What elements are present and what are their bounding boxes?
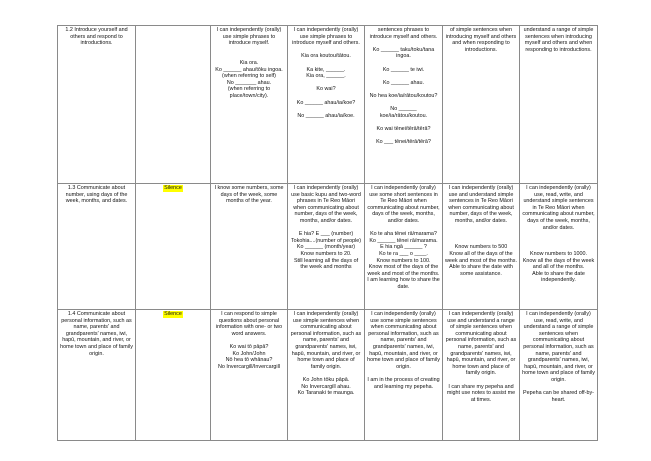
cell-text-line: Ko John/John [232, 350, 266, 357]
outcome-text: 1.2 Introduce yourself and others and respond to introductions. [65, 27, 130, 47]
level-cell [443, 310, 520, 441]
cell-text-line [290, 370, 362, 377]
cell-text-line: I am learning how to share the date. [367, 277, 442, 290]
cell-text-line: Ko John tōku pāpā. [302, 376, 350, 383]
cell-text-line: I can independently (orally) use some simple sentences when communicating about personal information, such as name, parents' and grandparents' names, iwi, hapū, mountain, and river, or home town and place of family origin. [367, 311, 442, 370]
level-cell [211, 310, 288, 441]
tag-cell [136, 26, 211, 184]
cell-text-line: No ______ ahau/ia/koe. [297, 112, 355, 119]
cell-text-line [445, 231, 517, 238]
cell-text-line: I can independently (orally) use simple sentences when communicating about personal information, such as name, parents' and grandparents' names, iwi, hapū, mountain, and river, or home town and place of family origin. [290, 311, 363, 370]
cell-text-line: Ko te aha tēnei rā/marama? [370, 231, 437, 238]
cell-text-line: E hia ngā ______ ? [380, 244, 427, 251]
cell-text-line [522, 231, 595, 238]
cell-text-line: No Invercargill/Invercargill [217, 363, 280, 370]
level-cell [365, 184, 443, 310]
level-cell [365, 310, 443, 441]
cell-text-line [290, 225, 362, 232]
level-cell [365, 26, 443, 184]
cell-text-line [367, 60, 440, 67]
cell-text-line: Able to share the date with some assistance. [449, 264, 515, 277]
cell-text-line: Ko wai tō pāpā? [229, 343, 269, 350]
cell-text-line: No _______ ahau. [226, 79, 272, 86]
level-cell [520, 26, 598, 184]
cell-text-line [522, 244, 595, 251]
cell-text-line: I can independently (orally) use and understand a range of simple sentences when communicating about personal information, such as name, parents' and grandparents' names, iwi, hapū, mountain, and river, or home town and place of family origin. [445, 311, 518, 377]
cell-text-line [522, 384, 595, 391]
level-cell [211, 184, 288, 310]
cell-text-line: (when referring to place/town/city). [227, 86, 272, 99]
cell-text-line [290, 60, 362, 67]
cell-text-line [445, 377, 517, 384]
cell-text-line [367, 133, 440, 140]
cell-text-line: Ko ______ ahau. [382, 79, 425, 86]
cell-text-line [213, 47, 285, 54]
cell-text-line [290, 47, 362, 54]
cell-text-line: Ko ______ ahau/ia/koe? [296, 99, 356, 106]
level-cell [443, 26, 520, 184]
outcome-cell [58, 310, 136, 441]
cell-text-line: I can independently (orally) use simple phrases to introduce myself and others. [292, 27, 360, 47]
cell-text-line: Ko ______ taku/toku/tana ingoa. [372, 46, 436, 60]
cell-text-line: sentences phrases to introduce myself and others. [369, 27, 438, 40]
cell-text-line: I can share my pepeha and might use notes to assist me at times. [446, 383, 517, 403]
cell-text-line: Ko wai? [316, 86, 336, 93]
outcome-text: 1.3 Communicate about number, using days of the week, months, and dates. [65, 185, 129, 205]
cell-text-line [367, 370, 440, 377]
cell-text-line [290, 80, 362, 87]
cell-text-line: I know some numbers, some days of the week, some months of the year. [214, 185, 285, 205]
cell-text-line: Kia ora koutou/tātou. [301, 53, 351, 60]
level-cell [520, 184, 598, 310]
cell-text-line: (when referring to self) [222, 73, 276, 80]
cell-text-line [213, 337, 285, 344]
cell-text-line [367, 40, 440, 47]
level-cell [443, 184, 520, 310]
table-row [58, 184, 598, 310]
cell-text-line: E hia? E ___ (number) [298, 231, 354, 238]
tag-cell [136, 310, 211, 441]
cell-text-line: of simple sentences when introducing myself and others and when responding to introductions. [445, 27, 518, 53]
cell-text-line: Able to share the date independently. [532, 270, 587, 284]
cell-text-line [367, 225, 440, 232]
cell-text-line: Still learning all the days of the week and months [293, 257, 360, 271]
cell-text-line: understand a range of simple sentences when introducing myself and others and when responding to introductions. [523, 27, 595, 53]
silence-highlight: Silence [164, 185, 182, 191]
progressions-table [57, 25, 598, 441]
cell-text-line: No ______ koe/ia/rātou/koutou. [379, 106, 428, 119]
cell-text-line: Pepeha can be shared off-by-heart. [523, 390, 594, 403]
cell-text-line: Ko ______ (month/year) [296, 244, 356, 251]
cell-text-line [522, 238, 595, 245]
level-cell [288, 310, 365, 441]
cell-text-line: I can respond to simple questions about personal information with one- or two word answers. [215, 311, 284, 337]
cell-text-line: Know most of the days of the week and most of the months. [367, 264, 440, 277]
cell-text-line: Know numbers to 100. [376, 257, 431, 264]
cell-text-line: Kia ora. [239, 59, 259, 66]
tag-cell [136, 184, 211, 310]
outcome-cell [58, 184, 136, 310]
table-body [58, 26, 598, 441]
cell-text-line: I can independently (orally) use and understand simple sentences in Te Reo Māori when communicating about number, days of the week, months, and/or dates. [448, 185, 516, 224]
cell-text-line: Ko wai tēnei/tērā/tērā? [376, 125, 431, 132]
cell-text-line [367, 119, 440, 126]
cell-text-line: I can independently (orally) use, read, write, and understand simple sentences in Te Reo Māori when communicating about number, days of the week, months, and/or dates. [522, 185, 597, 231]
cell-text-line: I can independently (orally) use some short sentences in Te Reo Māori when communicating about number, days of the week, months, and/or dates. [367, 185, 442, 224]
cell-text-line: Kia ora, ______. [306, 73, 346, 80]
cell-text-line [367, 100, 440, 107]
outcome-cell [58, 26, 136, 184]
silence-highlight: Silence [164, 311, 182, 317]
cell-text-line: I can independently (orally) use simple phrases to introduce myself. [216, 27, 283, 47]
cell-text-line: Know numbers to 20. [300, 250, 352, 257]
cell-text-line: Ko ______ tēnei rā/marama. [369, 237, 438, 244]
cell-text-line: Nō hea tō whānau? [225, 357, 273, 364]
cell-text-line [445, 238, 517, 245]
cell-text-line: Know numbers to 1000. [530, 250, 587, 257]
level-cell [520, 310, 598, 441]
table-row [58, 310, 598, 441]
cell-text-line [445, 225, 517, 232]
cell-text-line: Ko ______ ahau/tōku ingoa. [215, 66, 283, 73]
cell-text-line [367, 86, 440, 93]
cell-text-line [290, 106, 362, 113]
cell-text-line: I am in the process of creating and learning my pepeha. [367, 376, 442, 390]
level-cell [211, 26, 288, 184]
cell-text-line [290, 93, 362, 100]
cell-text-line: Ka kite, ______. [306, 66, 346, 73]
cell-text-line: Tokohia....(number of people) [290, 237, 362, 244]
cell-text-line: Know all of the days of the week and most of the months. [445, 250, 517, 264]
cell-text-line: Ko ______ te iwi. [382, 66, 425, 73]
cell-text-line: I can independently (orally) use basic kupu and two-word phrases in Te Reo Māori when communicating about number, days of the week, months, and/or dates. [291, 185, 363, 224]
cell-text-line: Ko te ra ___ o ____. [379, 250, 428, 257]
cell-text-line: Know all the days of the week and all of the months. [522, 257, 596, 271]
table-row [58, 26, 598, 184]
cell-text-line: Ko ___ tēnei/tērā/tērā? [376, 139, 431, 146]
cell-text-line [367, 73, 440, 80]
cell-text-line: No hea koe/ia/rātou/koutou? [369, 92, 438, 99]
cell-text-line: Ko Taranaki te maunga. [297, 390, 355, 397]
level-cell [288, 26, 365, 184]
cell-text-line: I can independently (orally) use, read, write, and understand a range of simple sentences when communicating about personal information, such as name, parents' and grandparents' names, iwi, hapū, mountain, and river, or home town and place of family origin. [522, 311, 597, 383]
cell-text-line [213, 53, 285, 60]
cell-text-line: Know numbers to 500 [454, 244, 508, 251]
cell-text-line: No Invercargill ahau. [301, 383, 351, 390]
outcome-text: 1.4 Communicate about personal information, such as name, parents' and grandparents' names, iwi, hapū, mountain, and river, or home town and place of family origin. [60, 311, 135, 357]
level-cell [288, 184, 365, 310]
